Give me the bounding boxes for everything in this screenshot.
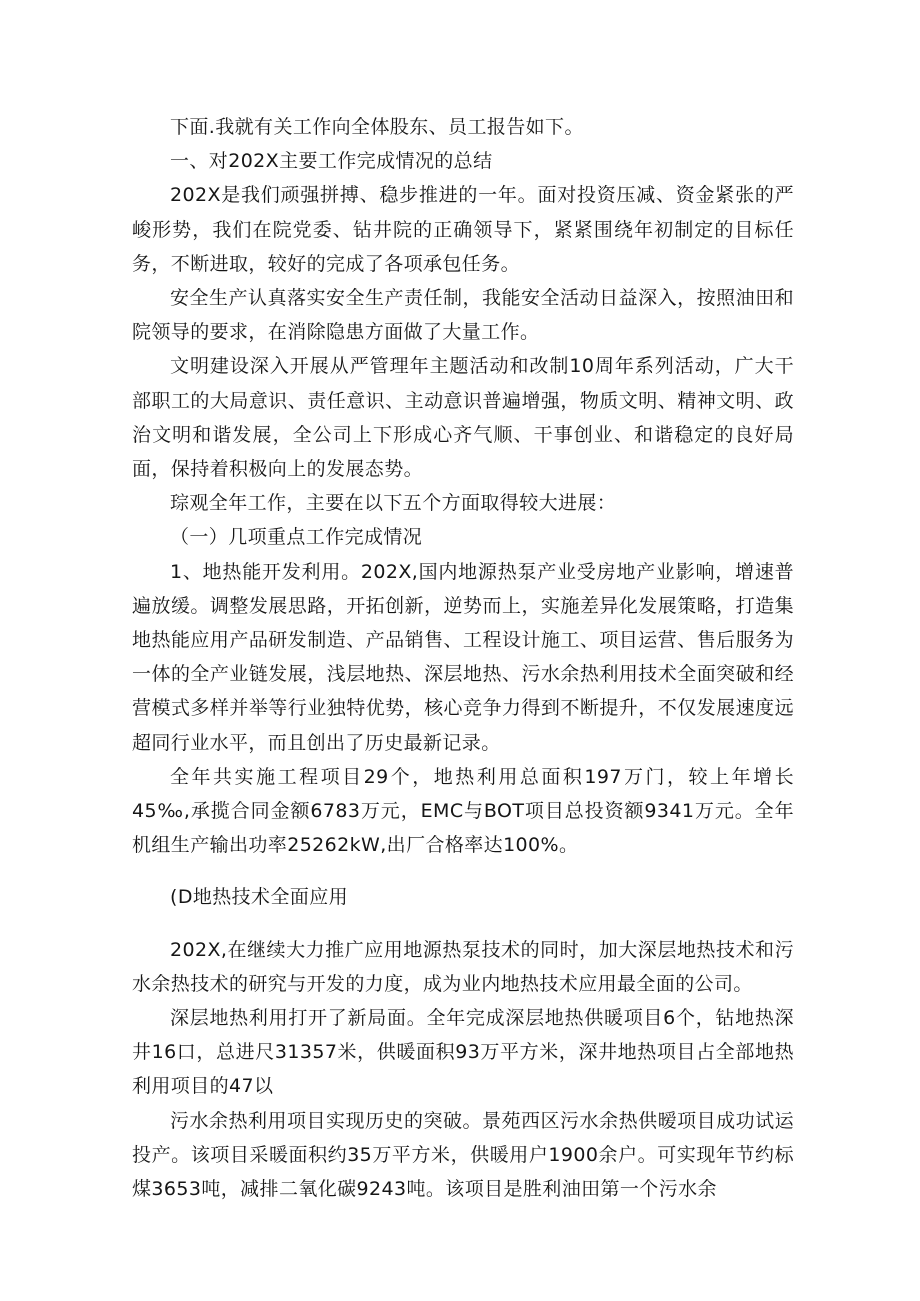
subsection-heading-tech: (D地热技术全面应用 xyxy=(170,886,349,909)
paragraph-deep-geothermal: 深层地热利用打开了新局面。全年完成深层地热供暖项目6个，钻地热深井16口，总进尺31357米，供暖面积93万平方米，深井地热项目占全部地热利用项目的47以 xyxy=(132,1007,794,1098)
section-heading-summary: 一、对202X主要工作完成情况的总结 xyxy=(170,150,493,173)
document-body xyxy=(132,110,794,1206)
paragraph-civilization: 文明建设深入开展从严管理年主题活动和改制10周年系列活动，广大干部职工的大局意识、责任意识、主动意识普遍增强，物质文明、精神文明、政治文明和谐发展，全公司上下形成心齐气顺、干事创业、和谐稳定的良好局面，保持着积极向上的发展态势。 xyxy=(132,355,794,481)
paragraph-intro: 下面.我就有关工作向全体股东、员工报告如下。 xyxy=(170,116,584,138)
paragraph-overview: 202X是我们顽强拼搏、稳步推进的一年。面对投资压减、资金紧张的严峻形势，我们在院党委、钻井院的正确领导下，紧紧围绕年初制定的目标任务，不断进取，较好的完成了各项承包任务。 xyxy=(132,184,794,275)
subsection-heading-key-work: （一）几项重点工作完成情况 xyxy=(170,526,423,549)
paragraph-statistics: 全年共实施工程项目29个，地热利用总面积197万门，较上年增长45‰,承揽合同金额6783万元，EMC与BOT项目总投资额9341万元。全年机组生产输出功率25262kW,出厂合格率达100%。 xyxy=(132,765,794,857)
paragraph-progress: 琮观全年工作，主要在以下五个方面取得较大进展： xyxy=(170,492,617,515)
paragraph-safety: 安全生产认真落实安全生产责任制，我能安全活动日益深入，按照油田和院领导的要求，在消除隐患方面做了大量工作。 xyxy=(132,287,794,344)
paragraph-sewage-heat: 污水余热利用项目实现历史的突破。景苑西区污水余热供暧项目成功试运投产。该项目采暖面积约35万平方米，供暖用户1900余户。可实现年节约标煤3653吨，减排二氧化碳9243吨。该项目是胜利油田第一个污水余 xyxy=(132,1109,794,1201)
paragraph-tech-application: 202X,在继续大力推广应用地源热泵技术的同时，加大深层地热技术和污水余热技术的研究与开发的力度，成为业内地热技术应用最全面的公司。 xyxy=(132,938,794,995)
paragraph-geothermal: 1、地热能开发利用。202X,国内地源热泵产业受房地产业影响，增速普遍放缓。调整发展思路，开拓创新，逆势而上，实施差异化发展策略，打造集地热能应用产品研发制造、产品销售、工程设计施工、项目运营、售后服务为一体的全产业链发展，浅层地热、深层地热、污水余热利用技术全面突破和经营模式多样并举等行业独特优势，核心竞争力得到不断提升，不仅发展速度远超同行业水平，而且创出了历史最新记录。 xyxy=(132,560,794,754)
